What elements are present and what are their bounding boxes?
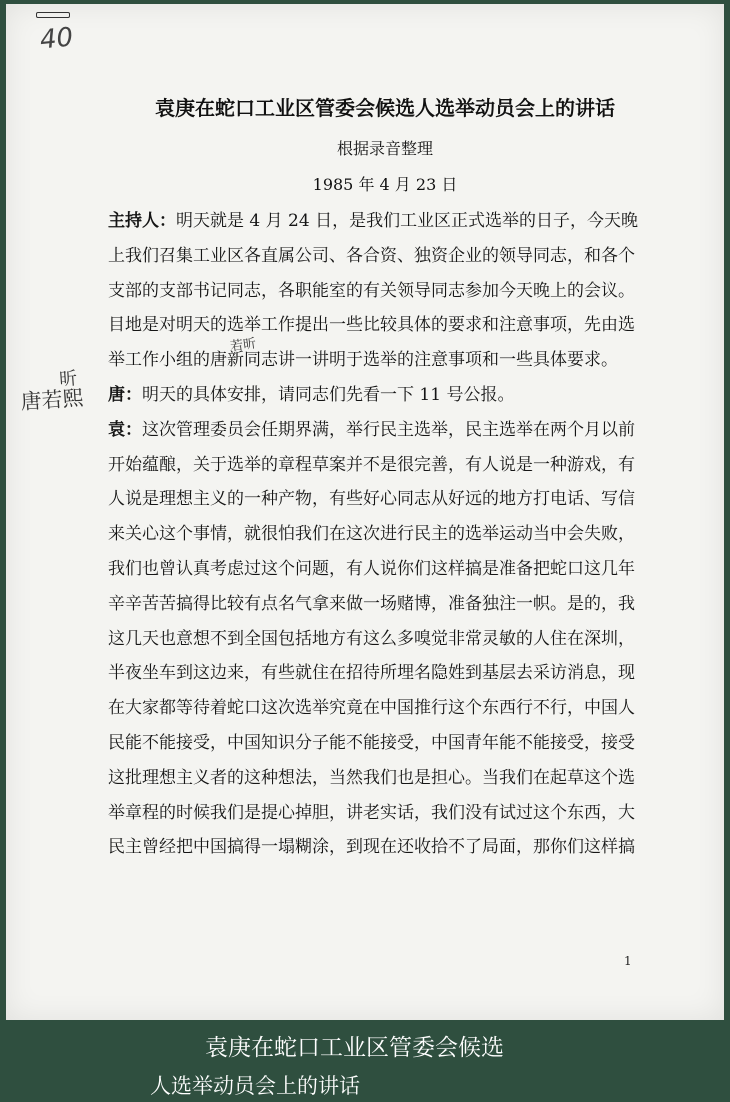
line-text: 来关心这个事情，就很怕我们在这次进行民主的选举运动当中会失败，: [108, 524, 635, 545]
caption-bar: [0, 1020, 730, 1102]
caption-line-1: 袁庚在蛇口工业区管委会候选: [205, 1035, 504, 1061]
line-text: 上我们召集工业区各直属公司、各合资、独资企业的领导同志，和各个: [108, 245, 635, 266]
text-line: [108, 413, 648, 448]
text-line: [108, 517, 648, 552]
line-text: 在大家都等待着蛇口这次选举究竟在中国推行这个东西行不行，中国人: [108, 698, 635, 719]
text-line: [108, 482, 648, 517]
text-line: [108, 830, 648, 865]
margin-note-main: 唐若熙: [19, 385, 85, 415]
text-line: [108, 552, 648, 587]
text-line: [108, 726, 648, 761]
line-text: 人说是理想主义的一种产物，有些好心同志从好远的地方打电话、写信: [108, 489, 635, 510]
text-line: [108, 204, 648, 239]
line-text: 明天就是 4 月 24 日，是我们工业区正式选举的日子，今天晚: [176, 211, 639, 231]
text-line: [108, 587, 648, 622]
text-line: [108, 239, 648, 274]
speaker-label: 唐：: [108, 384, 142, 405]
line-text: 这批理想主义者的这种想法，当然我们也是担心。当我们在起草这个选: [108, 767, 635, 788]
text-line: [108, 343, 648, 378]
document-title: 袁庚在蛇口工业区管委会候选人选举动员会上的讲话: [155, 96, 615, 120]
line-text: 开始蕴酿，关于选举的章程草案并不是很完善，有人说是一种游戏，有: [108, 454, 635, 475]
text-line: [108, 448, 648, 483]
text-line: [108, 274, 648, 309]
staple-mark: [36, 12, 70, 18]
text-line: [108, 691, 648, 726]
document-date: 1985 年 4 月 23 日: [312, 175, 458, 194]
document-subtitle: 根据录音整理: [336, 139, 433, 158]
line-text: 辛辛苦苦搞得比较有点名气拿来做一场赌博，准备独注一帜。是的，我: [108, 593, 635, 614]
handwritten-inline-note: 若昕: [229, 336, 258, 355]
text-line: [108, 656, 648, 691]
line-text: 目地是对明天的选举工作提出一些比较具体的要求和注意事项，先由选: [108, 315, 635, 336]
document-page: [6, 4, 724, 1020]
line-text: 这次管理委员会任期界满，举行民主选举，民主选举在两个月以前: [142, 419, 635, 440]
text-line: [108, 378, 648, 413]
line-text: 我们也曾认真考虑过这个问题，有人说你们这样搞是准备把蛇口这几年: [108, 558, 635, 579]
page-number: 1: [624, 954, 632, 968]
line-text: 民能不能接受，中国知识分子能不能接受，中国青年能不能接受，接受: [108, 732, 635, 753]
caption-line-2: 人选举动员会上的讲话: [150, 1074, 360, 1098]
handwritten-page-number: 40: [38, 22, 75, 56]
speaker-label: 袁：: [108, 419, 142, 440]
line-text: 举章程的时候我们是提心掉胆，讲老实话，我们没有试过这个东西，大: [108, 802, 635, 823]
handwritten-margin-note: [19, 370, 85, 413]
speaker-label: 主持人：: [108, 211, 176, 231]
document-body: [108, 204, 648, 865]
line-text: 支部的支部书记同志，各职能室的有关领导同志参加今天晚上的会议。: [108, 280, 635, 301]
margin-note-top: 昕: [58, 368, 78, 391]
text-line: [108, 308, 648, 343]
line-text: 这几天也意想不到全国包括地方有这么多嗅觉非常灵敏的人住在深圳，: [108, 628, 635, 649]
text-line: [108, 796, 648, 831]
line-text: 民主曾经把中国搞得一塌糊涂，到现在还收拾不了局面，那你们这样搞: [108, 837, 635, 858]
line-text: 明天的具体安排，请同志们先看一下 11 号公报。: [142, 384, 515, 405]
text-line: [108, 761, 648, 796]
line-text: 举工作小组的唐新同志讲一讲明于选举的注意事项和一些具体要求。: [108, 350, 618, 371]
line-text: 半夜坐车到这边来，有些就住在招待所埋名隐姓到基层去采访消息，现: [108, 663, 635, 684]
text-line: [108, 622, 648, 657]
